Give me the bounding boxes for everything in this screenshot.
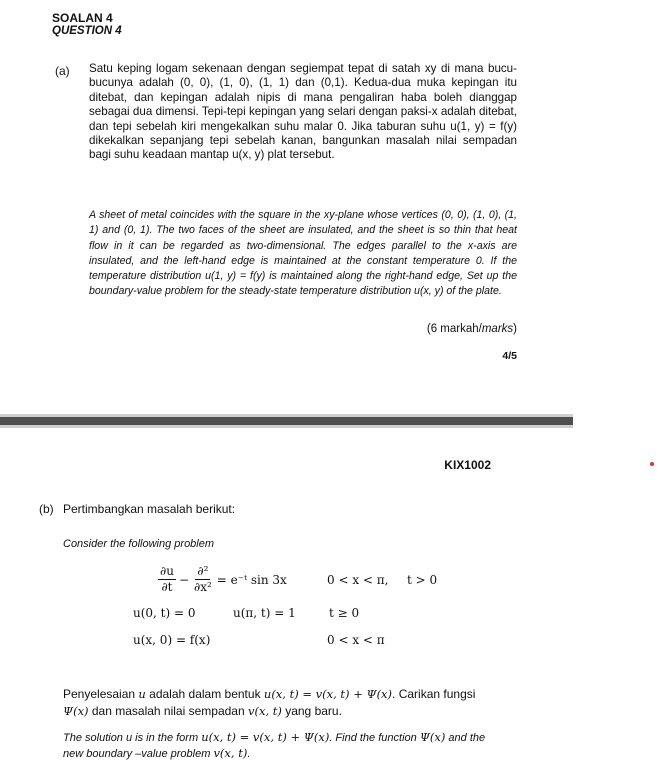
initial-domain: 0 < x < π xyxy=(327,633,385,647)
sol-en-form: u(x, t) = v(x, t) + Ψ(x) xyxy=(201,730,330,744)
marks-close: ) xyxy=(513,323,517,335)
part-a-text-en: A sheet of metal coincides with the square in the xy-plane whose vertices (0, 0), (1, 0), (1, 1) and (0, 1). The two faces of the sheet are insulated, and the sheet is so thin that heat flow in it can be regarded as two-dimensional. The edges parallel to the x-axis are insulated, and the left-hand edge is maintained at the constant temperature 0. If the temperature distribution u(1, y) = f(y) is maintained along the right-hand edge, Set up the boundary-value problem for the steady-state temperature distribution u(x, y) of the plate. xyxy=(89,209,517,298)
boundary-domain: t ≥ 0 xyxy=(329,606,360,620)
sol-en-p3: and the new boundary –value problem xyxy=(63,732,486,760)
sol-ms-psi: Ψ(x) xyxy=(63,704,89,718)
question-title-en: QUESTION 4 xyxy=(52,25,122,37)
sol-en-v: v(x, t) xyxy=(213,746,248,760)
du-dt-fraction xyxy=(158,564,176,595)
part-b-text-en: Consider the following problem xyxy=(63,538,215,550)
sol-ms-p2: adalah dalam bentuk xyxy=(145,687,264,701)
pde-rhs: = e⁻ᵗ sin 3x xyxy=(216,572,287,587)
pde-domain-x: 0 < x < π, xyxy=(327,573,389,587)
minus-sign: − xyxy=(178,572,189,587)
sol-ms-p3: . Carikan fungsi xyxy=(392,687,476,701)
d2-numerator: ∂² xyxy=(197,564,209,578)
pde-equation xyxy=(158,564,287,595)
marks-label xyxy=(427,323,517,335)
course-code: KIX1002 xyxy=(444,458,491,472)
part-a-text-ms: Satu keping logam sekenaan dengan segiempat tepat di satah xy di mana bucu-bucunya adalah (0, 0), (1, 0), (1, 1) dan (0,1). Kedua-dua muka kepingan itu ditebat, dan kepingan adalah nipis di mana pengaliran haba boleh dianggap sebagai dua dimensi. Tepi-tepi kepingan yang selari dengan paksi-x adalah ditebat, dan tepi sebelah kiri mengekalkan suhu malar 0. Jika taburan suhu u(1, y) = f(y) dikekalkan sepanjang tepi sebelah kanan, bangunkan masalah nilai sempadan bagi suhu keadaan mantap u(x, y) plat tersebut. xyxy=(89,62,517,162)
marks-en: marks xyxy=(481,323,514,335)
sol-en-p4: . xyxy=(247,748,251,760)
boundary-condition-right: u(π, t) = 1 xyxy=(233,606,296,620)
pde-domain-t: t > 0 xyxy=(407,573,438,587)
sol-ms-p4: dan masalah nilai sempadan xyxy=(88,704,248,718)
sol-ms-form: u(x, t) = v(x, t) + Ψ(x) xyxy=(263,687,393,701)
sol-ms-v: v(x, t) xyxy=(247,704,282,718)
page-number: 4/5 xyxy=(502,350,517,362)
d2-dx2-fraction xyxy=(192,564,214,595)
solution-text-en xyxy=(63,730,503,762)
sol-ms-u: u xyxy=(138,687,146,701)
du-numerator: ∂u xyxy=(160,564,174,578)
part-b-label: (b) xyxy=(39,502,54,516)
dt-denominator: ∂t xyxy=(161,580,173,594)
question-title-ms: SOALAN 4 xyxy=(52,11,113,25)
sol-ms-p1: Penyelesaian xyxy=(63,687,139,701)
sol-en-p1: The solution u is in the form xyxy=(63,732,202,744)
sol-en-psi: Ψ(x) xyxy=(419,730,446,744)
marks-ms: (6 markah/ xyxy=(426,323,482,335)
sol-ms-p5: yang baru. xyxy=(281,704,342,718)
boundary-condition-left: u(0, t) = 0 xyxy=(133,606,196,620)
initial-condition: u(x, 0) = f(x) xyxy=(133,633,211,647)
part-b-text-ms: Pertimbangkan masalah berikut: xyxy=(63,502,236,516)
part-a-label: (a) xyxy=(55,64,70,78)
sol-en-p2: . Find the function xyxy=(329,732,420,744)
solution-text-ms xyxy=(63,686,503,720)
page-divider xyxy=(0,417,573,425)
red-dot-mark xyxy=(650,462,654,466)
dx2-denominator: ∂x² xyxy=(194,580,212,594)
